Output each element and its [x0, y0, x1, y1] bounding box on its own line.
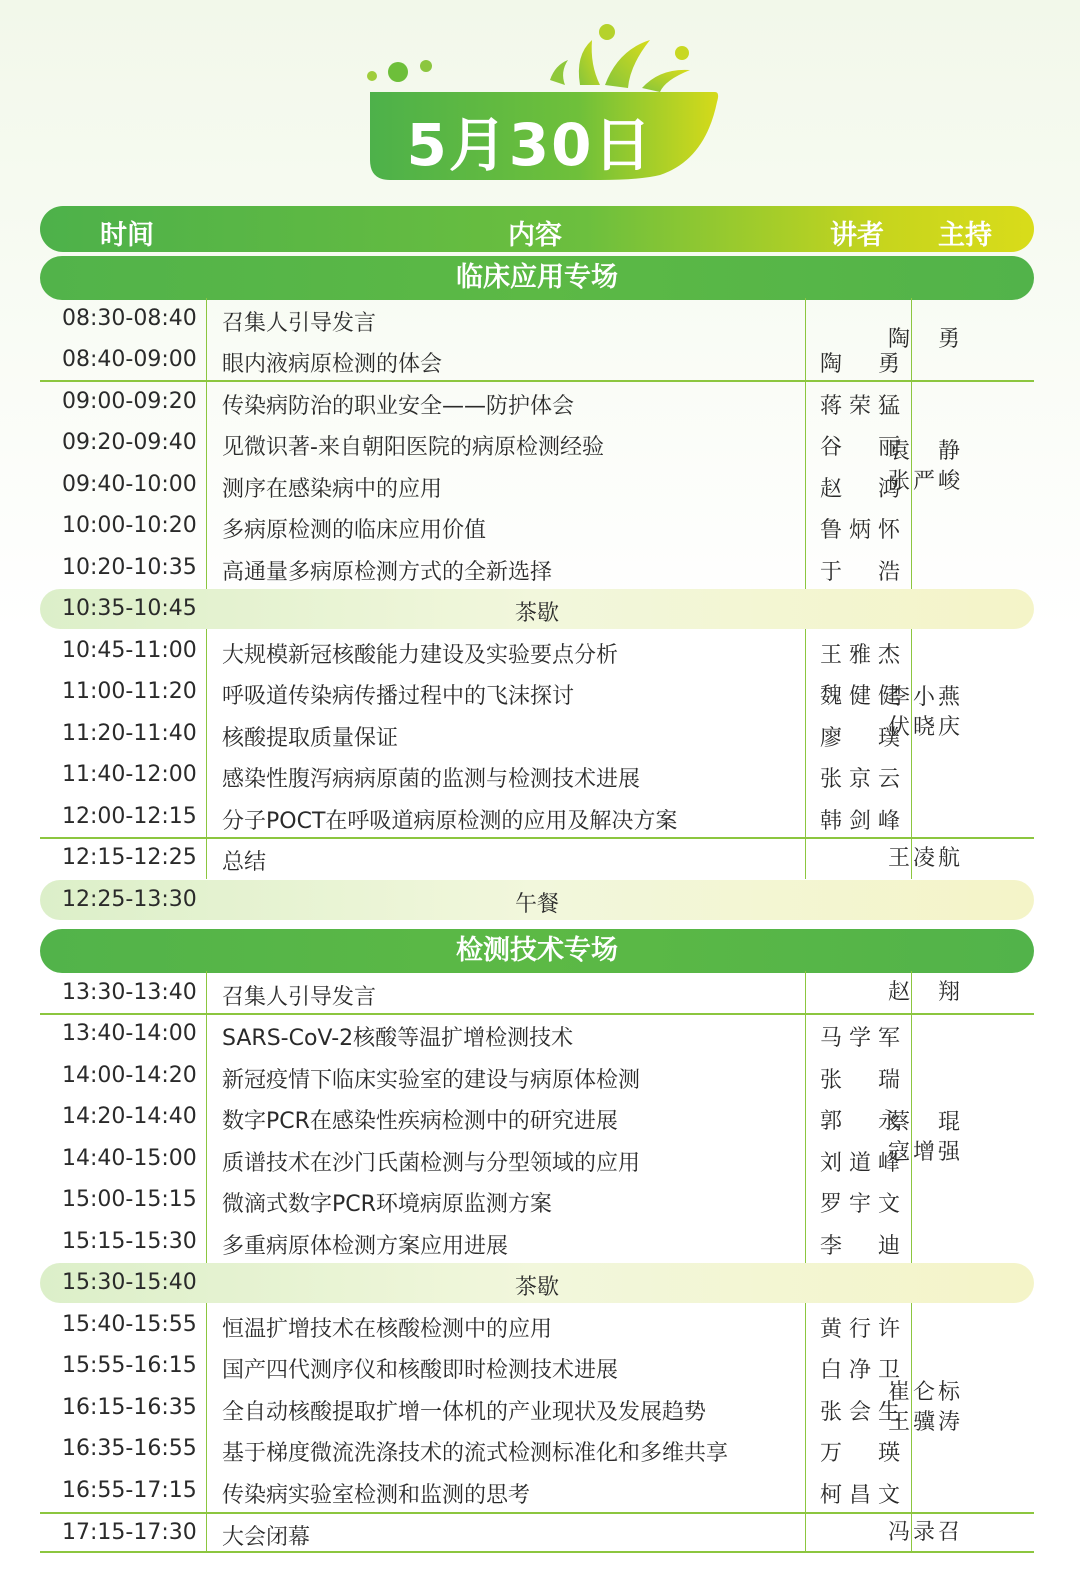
- row-content: 召集人引导发言: [222, 985, 377, 1010]
- row-content: 见微识著-来自朝阳医院的病原检测经验: [222, 435, 604, 460]
- date-badge-text: 5月30日: [406, 111, 654, 179]
- header-time: 时间: [100, 220, 154, 251]
- schedule-row: [40, 299, 1034, 340]
- host-name: 王骥涛: [888, 1410, 960, 1435]
- row-content: SARS-CoV-2核酸等温扩增检测技术: [222, 1026, 574, 1051]
- host-cell: [888, 1108, 988, 1168]
- host-cell: [888, 844, 988, 874]
- table-header: [40, 206, 1034, 252]
- row-speaker: 赵鸿: [820, 477, 900, 502]
- row-time: 09:20-09:40: [62, 430, 197, 455]
- host-cell: [888, 978, 988, 1008]
- header-speaker: 讲者: [830, 220, 884, 251]
- row-speaker: 蒋荣猛: [820, 394, 900, 419]
- schedule-row: [40, 755, 1034, 796]
- row-speaker: 谷丽: [820, 435, 900, 460]
- break-label: 午餐: [514, 892, 559, 917]
- row-content: 高通量多病原检测方式的全新选择: [222, 560, 553, 585]
- break-label: 茶歇: [514, 601, 559, 626]
- row-time: 10:45-11:00: [62, 638, 197, 663]
- row-time: 15:55-16:15: [62, 1353, 197, 1378]
- schedule-row: [40, 382, 1034, 423]
- break-row: [40, 880, 1034, 920]
- schedule-row: [40, 1014, 1034, 1055]
- row-time: 16:35-16:55: [62, 1436, 197, 1461]
- row-time: 12:00-12:15: [62, 804, 197, 829]
- row-content: 总结: [222, 850, 267, 875]
- row-speaker: 张瑞: [820, 1068, 900, 1093]
- row-content: 传染病实验室检测和监测的思考: [222, 1483, 531, 1508]
- break-time: 12:25-13:30: [62, 887, 197, 912]
- row-content: 测序在感染病中的应用: [222, 477, 443, 502]
- row-speaker: 马学军: [820, 1026, 900, 1051]
- row-time: 14:20-14:40: [62, 1104, 197, 1129]
- schedule-row: [40, 1097, 1034, 1138]
- host-name: 袁静: [888, 439, 960, 464]
- row-content: 眼内液病原检测的体会: [222, 352, 443, 377]
- row-content: 基于梯度微流洗涤技术的流式检测标准化和多维共享: [222, 1441, 729, 1466]
- row-content: 微滴式数字PCR环境病原监测方案: [222, 1192, 552, 1217]
- row-time: 10:20-10:35: [62, 555, 197, 580]
- row-content: 召集人引导发言: [222, 311, 377, 336]
- header-host: 主持: [938, 220, 992, 251]
- row-time: 15:40-15:55: [62, 1312, 197, 1337]
- host-cell: [888, 1378, 988, 1438]
- schedule-row: [40, 1222, 1034, 1263]
- row-speaker: 李迪: [820, 1234, 900, 1259]
- row-time: 08:30-08:40: [62, 306, 197, 331]
- row-content: 感染性腹泻病病原菌的监测与检测技术进展: [222, 767, 641, 792]
- row-content: 全自动核酸提取扩增一体机的产业现状及发展趋势: [222, 1400, 707, 1425]
- section-title: 临床应用专场: [40, 256, 1034, 300]
- row-time: 16:55-17:15: [62, 1478, 197, 1503]
- row-speaker: 柯昌文: [820, 1483, 900, 1508]
- schedule-row: [40, 714, 1034, 755]
- row-time: 14:00-14:20: [62, 1063, 197, 1088]
- schedule-row: [40, 797, 1034, 838]
- row-time: 16:15-16:35: [62, 1395, 197, 1420]
- row-time: 14:40-15:00: [62, 1146, 197, 1171]
- host-cell: [888, 683, 988, 743]
- schedule-row: [40, 1346, 1034, 1387]
- section-title: 检测技术专场: [40, 929, 1034, 973]
- break-row: [40, 1263, 1034, 1303]
- row-speaker: 刘道峰: [820, 1151, 900, 1176]
- row-speaker: 罗宇文: [820, 1192, 900, 1217]
- row-time: 15:00-15:15: [62, 1187, 197, 1212]
- row-content: 分子POCT在呼吸道病原检测的应用及解决方案: [222, 809, 678, 834]
- break-time: 10:35-10:45: [62, 596, 197, 621]
- host-name: 李小燕: [888, 685, 960, 710]
- row-content: 新冠疫情下临床实验室的建设与病原体检测: [222, 1068, 641, 1093]
- row-content: 数字PCR在感染性疾病检测中的研究进展: [222, 1109, 618, 1134]
- row-time: 09:00-09:20: [62, 389, 197, 414]
- schedule-row: [40, 548, 1034, 589]
- break-time: 15:30-15:40: [62, 1270, 197, 1295]
- row-speaker: 白净卫: [820, 1358, 900, 1383]
- schedule-row: [40, 973, 1034, 1014]
- schedule-row: [40, 465, 1034, 506]
- schedule-row: [40, 423, 1034, 464]
- row-time: 10:00-10:20: [62, 513, 197, 538]
- row-speaker: 廖璞: [820, 726, 900, 751]
- break-row: [40, 589, 1034, 629]
- schedule-row: [40, 672, 1034, 713]
- header-content: 内容: [508, 220, 562, 251]
- row-time: 11:40-12:00: [62, 762, 197, 787]
- row-speaker: 韩剑峰: [820, 809, 900, 834]
- schedule-row: [40, 1429, 1034, 1470]
- schedule-row: [40, 506, 1034, 547]
- host-name: 蔡琨: [888, 1110, 960, 1135]
- host-name: 赵翔: [888, 980, 960, 1005]
- schedule-row: [40, 838, 1034, 879]
- row-content: 大规模新冠核酸能力建设及实验要点分析: [222, 643, 619, 668]
- row-time: 13:30-13:40: [62, 980, 197, 1005]
- row-content: 国产四代测序仪和核酸即时检测技术进展: [222, 1358, 619, 1383]
- row-speaker: 鲁炳怀: [820, 518, 900, 543]
- host-name: 崔仑标: [888, 1380, 960, 1405]
- host-cell: [888, 1518, 988, 1548]
- row-speaker: 张京云: [820, 767, 900, 792]
- row-speaker: 万瑛: [820, 1441, 900, 1466]
- row-speaker: 张会生: [820, 1400, 900, 1425]
- row-content: 呼吸道传染病传播过程中的飞沫探讨: [222, 684, 575, 709]
- row-content: 多重病原体检测方案应用进展: [222, 1234, 509, 1259]
- break-label: 茶歇: [514, 1275, 559, 1300]
- row-time: 17:15-17:30: [62, 1520, 197, 1545]
- row-speaker: 黄行许: [820, 1317, 900, 1342]
- host-name: 王凌航: [888, 846, 960, 871]
- schedule-row: [40, 340, 1034, 381]
- row-content: 质谱技术在沙门氏菌检测与分型领域的应用: [222, 1151, 641, 1176]
- row-time: 11:00-11:20: [62, 679, 197, 704]
- host-cell: [888, 325, 988, 355]
- date-badge: [360, 10, 730, 185]
- host-name: 冯录召: [888, 1520, 960, 1545]
- schedule-row: [40, 1513, 1034, 1554]
- schedule-row: [40, 1305, 1034, 1346]
- row-content: 核酸提取质量保证: [222, 726, 399, 751]
- row-time: 12:15-12:25: [62, 845, 197, 870]
- schedule-row: [40, 1056, 1034, 1097]
- row-speaker: 王雅杰: [820, 643, 900, 668]
- schedule-row: [40, 631, 1034, 672]
- host-name: 伏晓庆: [888, 715, 960, 740]
- row-content: 恒温扩增技术在核酸检测中的应用: [222, 1317, 553, 1342]
- row-content: 大会闭幕: [222, 1525, 311, 1550]
- host-name: 张严峻: [888, 469, 960, 494]
- row-time: 09:40-10:00: [62, 472, 197, 497]
- row-speaker: 于浩: [820, 560, 900, 585]
- schedule-row: [40, 1139, 1034, 1180]
- row-content: 多病原检测的临床应用价值: [222, 518, 487, 543]
- host-name: 寇增强: [888, 1140, 960, 1165]
- schedule-row: [40, 1180, 1034, 1221]
- schedule-row: [40, 1388, 1034, 1429]
- host-cell: [888, 437, 988, 497]
- schedule-row: [40, 1471, 1034, 1512]
- row-content: 传染病防治的职业安全——防护体会: [222, 394, 575, 419]
- row-time: 15:15-15:30: [62, 1229, 197, 1254]
- row-time: 08:40-09:00: [62, 347, 197, 372]
- row-time: 13:40-14:00: [62, 1021, 197, 1046]
- row-speaker: 魏健健: [820, 684, 900, 709]
- host-name: 陶勇: [888, 327, 960, 352]
- row-time: 11:20-11:40: [62, 721, 197, 746]
- row-speaker: 陶勇: [820, 352, 900, 377]
- row-speaker: 郭永: [820, 1109, 900, 1134]
